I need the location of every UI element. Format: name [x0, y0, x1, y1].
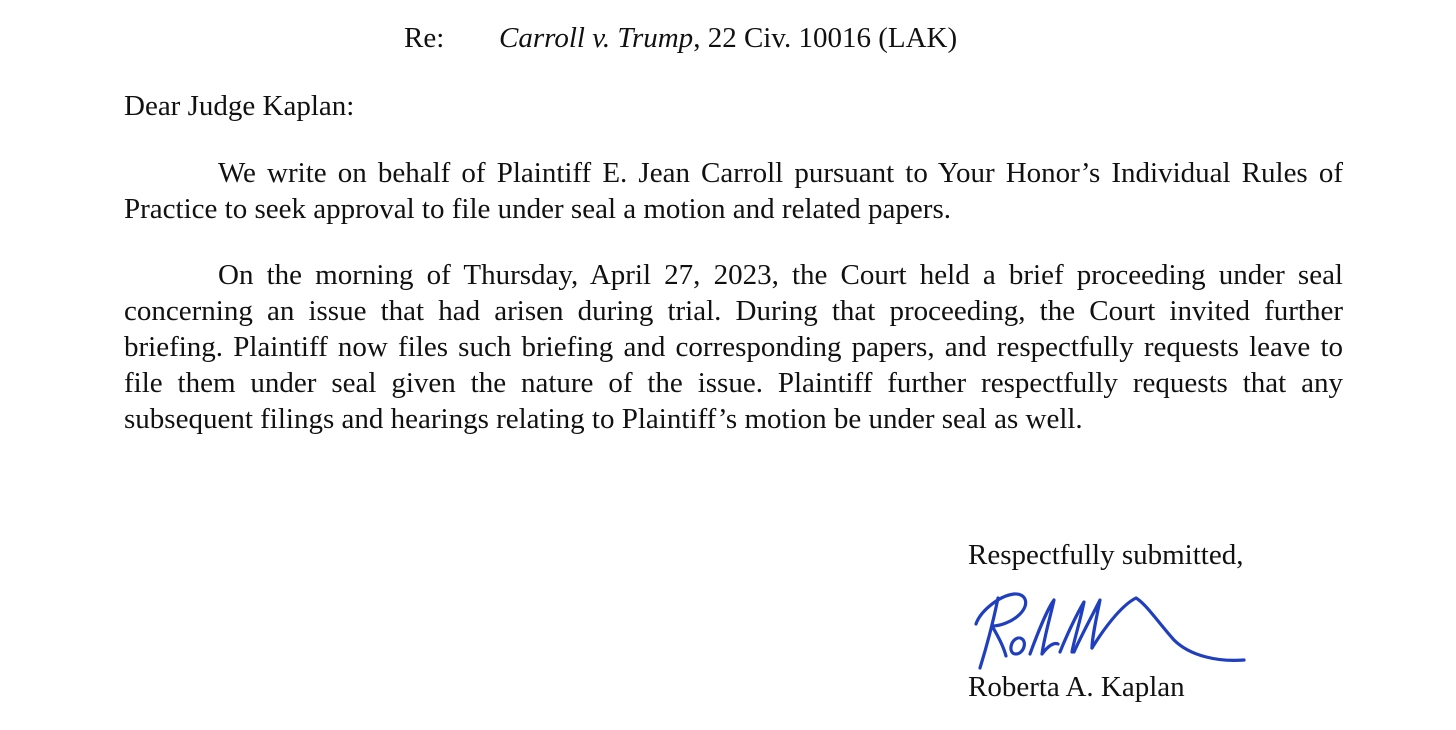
signature-strokes	[976, 594, 1244, 668]
signature-icon	[968, 582, 1250, 674]
reference-label: Re:	[404, 22, 445, 54]
closing: Respectfully submitted,	[968, 539, 1244, 571]
case-name: Carroll v. Trump	[499, 22, 694, 54]
body-paragraph-1: We write on behalf of Plaintiff E. Jean Carroll pursuant to Your Honor’s Individual Rules of Practice to seek approval to file under seal a motion and related papers.	[124, 157, 1343, 225]
body-paragraph-2: On the morning of Thursday, April 27, 2023, the Court held a brief proceeding under seal concerning an issue that had arisen during trial. During that proceeding, the Court invited further briefing. Plaintiff now files such briefing and corresponding papers, and respectfully requests leave to file them under seal given the nature of the issue. Plaintiff further respectfully requests that any subsequent filings and hearings relating to Plaintiff’s motion be under seal as well.	[124, 259, 1343, 435]
salutation: Dear Judge Kaplan:	[124, 90, 355, 122]
signer-name: Roberta A. Kaplan	[968, 671, 1185, 703]
case-number: , 22 Civ. 10016 (LAK)	[693, 22, 958, 54]
reference-line	[404, 18, 957, 58]
